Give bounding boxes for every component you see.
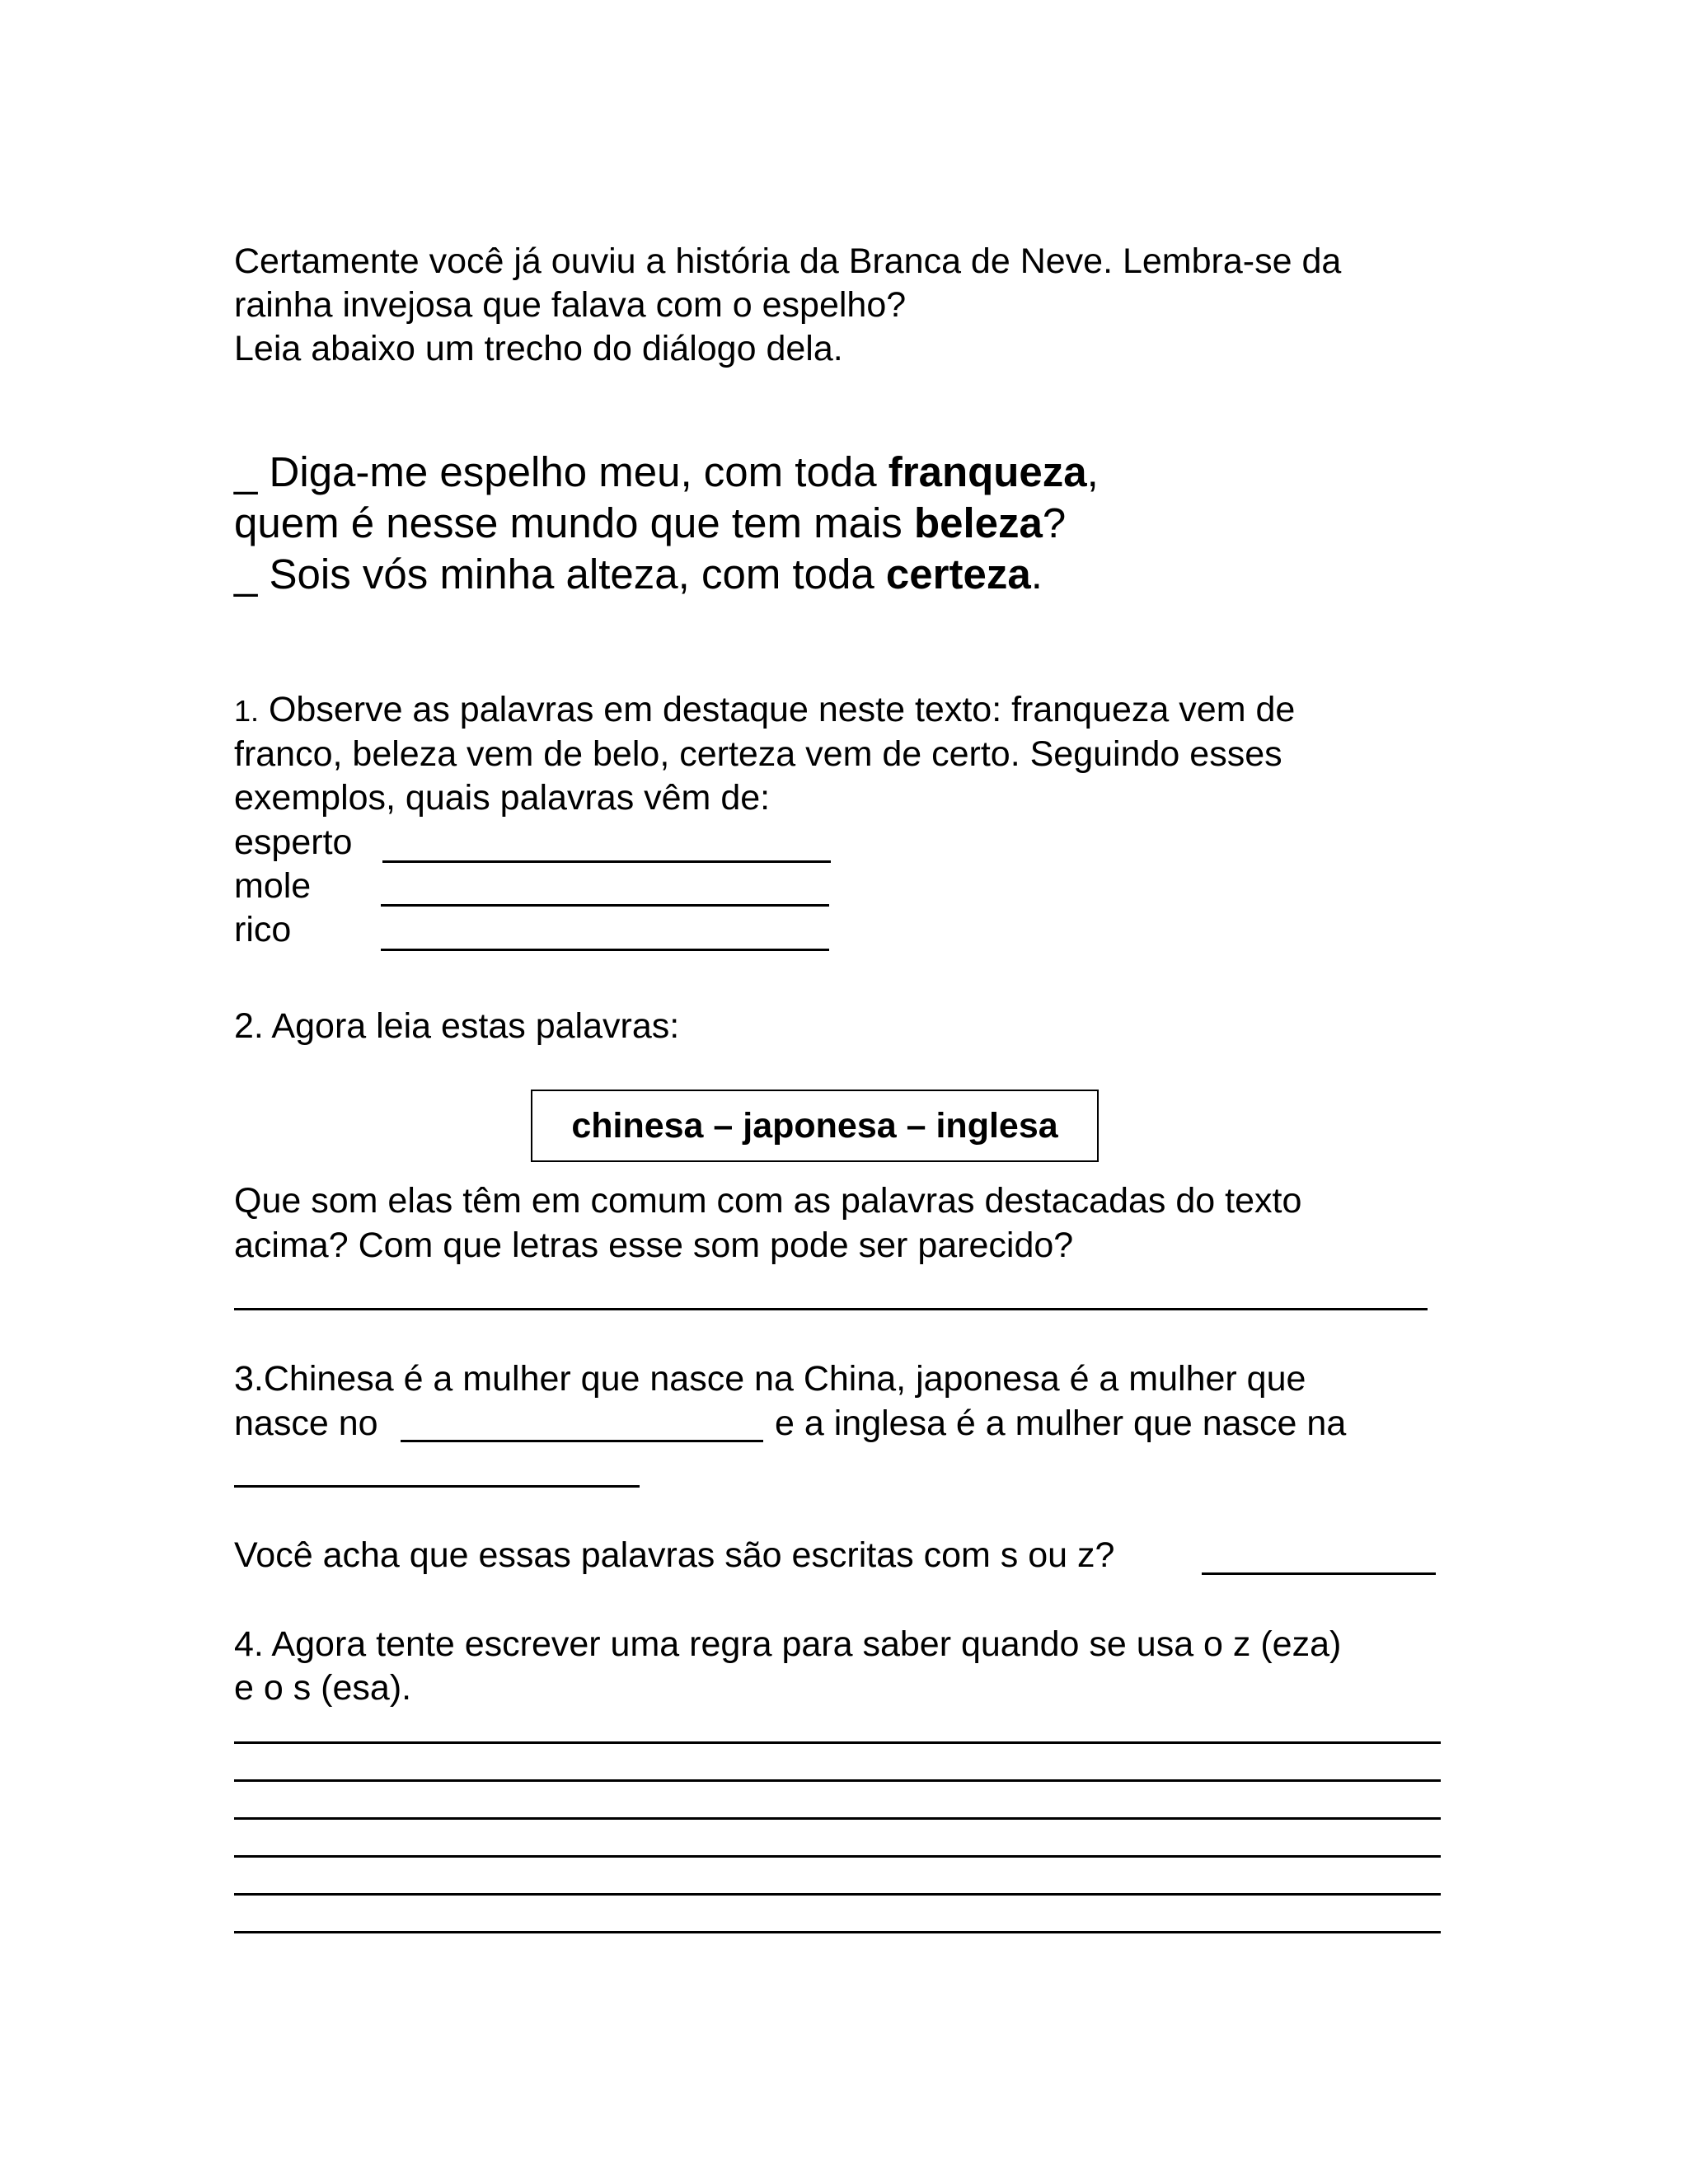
q1-line-1-text: Observe as palavras em destaque neste texto: franqueza vem de (259, 690, 1296, 729)
q1-answer-line-esperto[interactable] (382, 860, 831, 863)
poem-line-1-text: _ Diga-me espelho meu, com toda (234, 448, 889, 495)
q4-answer-line-6[interactable] (234, 1931, 1441, 1933)
q1-word-mole: mole (234, 866, 312, 906)
q3-line-2-start: nasce no (234, 1404, 378, 1443)
q4-answer-line-2[interactable] (234, 1779, 1441, 1782)
intro-line-3: Leia abaixo um trecho do diálogo dela. (234, 329, 843, 368)
q4-answer-line-3[interactable] (234, 1817, 1441, 1820)
highlight-certeza: certeza (885, 551, 1031, 598)
intro-line-2: rainha invejosa que falava com o espelho? (234, 285, 907, 325)
q2-heading: 2. Agora leia estas palavras: (234, 1006, 680, 1046)
q1-line-3: exemplos, quais palavras vêm de: (234, 778, 771, 818)
q3-answer-line-country-2[interactable] (234, 1485, 640, 1488)
q3-line-2-end: e a inglesa é a mulher que nasce na (775, 1404, 1347, 1443)
poem-line-2-punct: ? (1042, 499, 1067, 546)
q1-number: 1. (234, 694, 260, 728)
words-box: chinesa – japonesa – inglesa (531, 1090, 1099, 1162)
q3-answer-line-s-or-z[interactable] (1202, 1572, 1436, 1575)
q4-answer-line-1[interactable] (234, 1741, 1441, 1744)
poem-line-3-punct: . (1030, 551, 1043, 598)
q4-line-1: 4. Agora tente escrever uma regra para saber quando se usa o z (eza) (234, 1624, 1342, 1664)
poem-line-2 (234, 498, 1066, 549)
highlight-beleza: beleza (913, 499, 1043, 546)
q2-line-2: acima? Com que letras esse som pode ser parecido? (234, 1226, 1074, 1265)
q1-line-1 (234, 687, 1295, 733)
q3-answer-line-country[interactable] (401, 1440, 763, 1442)
q2-answer-line[interactable] (234, 1308, 1428, 1310)
poem-line-3 (234, 549, 1043, 600)
q1-answer-line-rico[interactable] (381, 949, 829, 951)
poem-line-3-text: _ Sois vós minha alteza, com toda (234, 551, 886, 598)
poem-line-1-punct: , (1086, 448, 1099, 495)
q3-question: Você acha que essas palavras são escritas com s ou z? (234, 1535, 1115, 1575)
q1-word-esperto: esperto (234, 823, 353, 862)
q3-line-1: 3.Chinesa é a mulher que nasce na China, japonesa é a mulher que (234, 1359, 1306, 1399)
q4-answer-line-4[interactable] (234, 1855, 1441, 1858)
highlight-franqueza: franqueza (888, 448, 1087, 495)
q2-line-1: Que som elas têm em comum com as palavras destacadas do texto (234, 1181, 1302, 1221)
q1-word-rico: rico (234, 910, 292, 949)
poem-line-1 (234, 447, 1099, 498)
q4-line-2: e o s (esa). (234, 1668, 412, 1708)
intro-line-1: Certamente você já ouviu a história da Branca de Neve. Lembra-se da (234, 241, 1342, 281)
poem-line-2-text: quem é nesse mundo que tem mais (234, 499, 914, 546)
q1-line-2: franco, beleza vem de belo, certeza vem de certo. Seguindo esses (234, 734, 1282, 774)
q4-answer-line-5[interactable] (234, 1893, 1441, 1896)
q1-answer-line-mole[interactable] (381, 904, 829, 907)
